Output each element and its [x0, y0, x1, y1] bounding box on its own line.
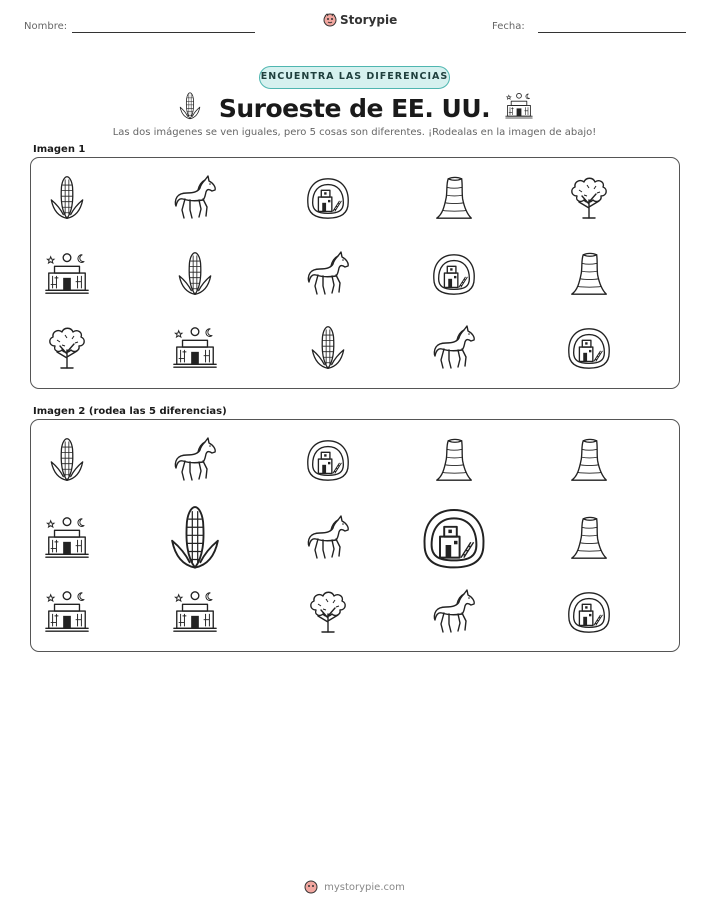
brand-logo — [323, 13, 397, 27]
butte-icon — [565, 436, 613, 484]
worksheet-header — [0, 0, 709, 40]
horse-icon — [171, 436, 219, 484]
butte-icon — [430, 174, 478, 222]
image2-item-butte[interactable] — [430, 436, 478, 484]
pueblo-icon — [171, 588, 219, 636]
horse-icon — [304, 514, 352, 562]
horse-icon — [171, 174, 219, 222]
footer — [0, 880, 709, 894]
corn-icon — [304, 324, 352, 372]
corn-icon — [171, 250, 219, 298]
pueblo-icon — [43, 250, 91, 298]
storypie-mascot-icon — [323, 13, 337, 27]
image2-item-butte[interactable] — [565, 514, 613, 562]
image2-label: Imagen 2 (rodea las 5 diferencias) — [33, 406, 227, 417]
cliff-dwelling-icon — [304, 436, 352, 484]
image1-item-corn — [171, 250, 219, 298]
image2-panel[interactable] — [30, 419, 680, 652]
date-label: Fecha: — [492, 21, 525, 32]
image1-item-cliff-dwelling — [430, 250, 478, 298]
horse-icon — [430, 324, 478, 372]
corn-icon — [43, 174, 91, 222]
image2-item-horse[interactable] — [171, 436, 219, 484]
butte-icon — [565, 250, 613, 298]
pueblo-building-icon — [504, 91, 534, 125]
page-title: Suroeste de EE. UU. — [218, 93, 491, 123]
image2-item-pueblo[interactable] — [171, 588, 219, 636]
image2-item-corn[interactable] — [160, 503, 230, 573]
image1-item-horse — [430, 324, 478, 372]
image1-item-pueblo — [43, 250, 91, 298]
pueblo-icon — [171, 324, 219, 372]
image1-item-cliff-dwelling — [565, 324, 613, 372]
name-line — [72, 32, 255, 33]
image1-item-pueblo — [171, 324, 219, 372]
image1-item-horse — [304, 250, 352, 298]
image2-item-cliff-dwelling[interactable] — [304, 436, 352, 484]
tree-icon — [43, 324, 91, 372]
image2-item-cliff-dwelling[interactable] — [565, 588, 613, 636]
image1-item-butte — [430, 174, 478, 222]
image2-item-corn[interactable] — [43, 436, 91, 484]
image2-item-pueblo[interactable] — [43, 588, 91, 636]
image1-item-cliff-dwelling — [304, 174, 352, 222]
pueblo-icon — [43, 514, 91, 562]
tree-icon — [565, 174, 613, 222]
butte-icon — [430, 436, 478, 484]
image1-item-tree — [43, 324, 91, 372]
cliff-dwelling-icon — [304, 174, 352, 222]
image2-item-tree[interactable] — [304, 588, 352, 636]
cliff-dwelling-icon — [430, 250, 478, 298]
name-label: Nombre: — [24, 21, 68, 32]
image2-item-pueblo[interactable] — [43, 514, 91, 562]
image2-item-horse[interactable] — [304, 514, 352, 562]
pueblo-icon — [43, 588, 91, 636]
image1-label: Imagen 1 — [33, 144, 86, 155]
cliff-dwelling-icon — [565, 588, 613, 636]
tree-icon — [304, 588, 352, 636]
brand-name: Storypie — [340, 13, 398, 27]
cliff-dwelling-icon — [565, 324, 613, 372]
instructions: Las dos imágenes se ven iguales, pero 5 cosas son diferentes. ¡Rodealas en la imagen de abajo! — [112, 127, 597, 138]
image2-item-butte[interactable] — [565, 436, 613, 484]
image1-item-tree — [565, 174, 613, 222]
image2-item-horse[interactable] — [430, 588, 478, 636]
title-row — [0, 90, 709, 126]
image1-item-corn — [304, 324, 352, 372]
butte-icon — [565, 514, 613, 562]
image1-item-corn — [43, 174, 91, 222]
horse-icon — [430, 588, 478, 636]
image1-item-butte — [565, 250, 613, 298]
image1-panel — [30, 157, 680, 389]
cliff-dwelling-icon — [419, 503, 489, 573]
storypie-mascot-icon — [304, 880, 318, 894]
corn-icon — [43, 436, 91, 484]
image1-item-horse — [171, 174, 219, 222]
image2-item-cliff-dwelling[interactable] — [419, 503, 489, 573]
date-line — [538, 32, 686, 33]
footer-url: mystorypie.com — [324, 881, 405, 893]
horse-icon — [304, 250, 352, 298]
corn-icon — [160, 503, 230, 573]
corn-icon — [175, 91, 205, 125]
activity-badge: ENCUENTRA LAS DIFERENCIAS — [259, 66, 450, 89]
